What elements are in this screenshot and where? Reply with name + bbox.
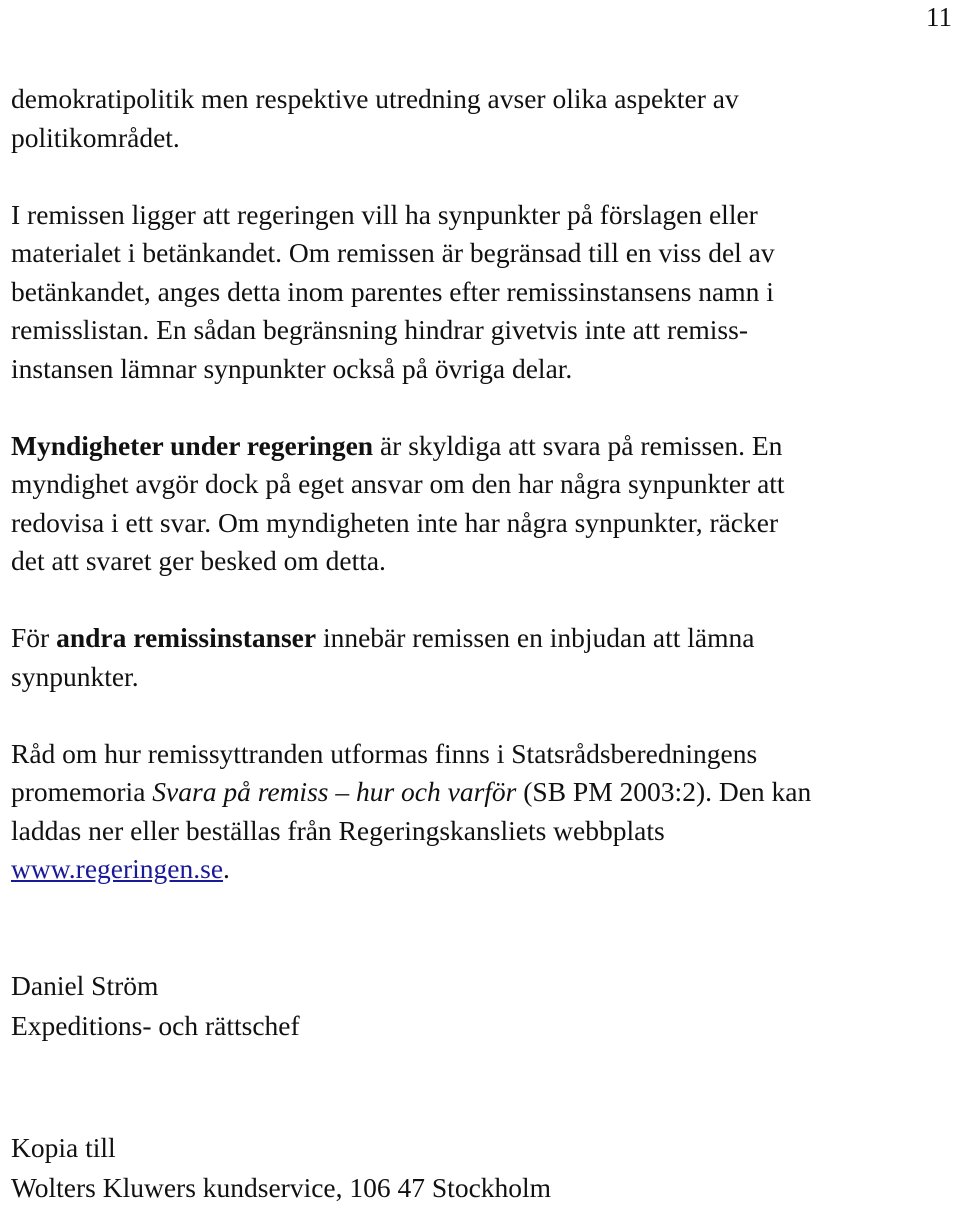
signature-block — [11, 966, 300, 1046]
text-line: instansen lämnar synpunkter också på övriga delar. — [11, 352, 573, 384]
website-link[interactable]: www.regeringen.se — [11, 853, 224, 884]
text-line: demokratipolitik men respektive utredning avser olika aspekter av — [11, 83, 739, 114]
paragraph-3 — [11, 427, 951, 581]
text-line: materialet i betänkandet. Om remissen är begränsad till en viss del av — [11, 237, 775, 268]
paragraph-5 — [11, 735, 951, 889]
text-line: myndighet avgör dock på eget ansvar om den har några synpunkter att — [11, 468, 785, 499]
paragraph-4 — [11, 619, 951, 696]
text-line: betänkandet, anges detta inom parentes efter remissinstansens namn i — [11, 275, 774, 307]
emphasis-other-bodies: andra remissinstanser — [56, 622, 317, 653]
text-segment: För — [11, 622, 57, 653]
text-line: redovisa i ett svar. Om myndigheten inte har några synpunkter, räcker — [11, 506, 779, 538]
emphasis-authorities: Myndigheter under regeringen — [11, 429, 374, 461]
signer-title: Expeditions- och rättschef — [11, 1010, 300, 1041]
text-line: synpunkter. — [11, 660, 139, 692]
paragraph-2 — [11, 196, 951, 389]
text-segment: (SB PM 2003:2). Den kan — [516, 776, 812, 807]
text-line — [11, 773, 951, 812]
text-line: laddas ner eller beställas från Regeringskansliets webbplats — [11, 814, 665, 846]
text-segment: promemoria — [11, 776, 153, 807]
copy-recipient: Wolters Kluwers kundservice, 106 47 Stockholm — [11, 1172, 552, 1203]
text-segment: innebär remissen en inbjudan att lämna — [316, 622, 755, 653]
text-segment: . — [223, 853, 230, 884]
paragraph-1 — [11, 80, 951, 157]
text-line — [11, 850, 951, 889]
text-line: I remissen ligger att regeringen vill ha synpunkter på förslagen eller — [11, 198, 758, 230]
copy-label: Kopia till — [11, 1132, 116, 1163]
text-line: remisslistan. En sådan begränsning hindrar givetvis inte att remiss- — [11, 314, 748, 345]
publication-title: Svara på remiss – hur och varför — [152, 776, 517, 807]
text-line — [11, 427, 951, 466]
text-line — [11, 619, 951, 658]
signer-name: Daniel Ström — [11, 970, 159, 1001]
text-line: det att svaret ger besked om detta. — [11, 545, 386, 576]
text-line: politikområdet. — [11, 121, 180, 153]
text-line: Råd om hur remissyttranden utformas finns i Statsrådsberedningens — [11, 737, 758, 769]
text-segment: är skyldiga att svara på remissen. En — [373, 429, 783, 461]
page-number: 11 — [926, 2, 952, 32]
copy-block — [11, 1128, 551, 1208]
document-body — [11, 80, 951, 889]
